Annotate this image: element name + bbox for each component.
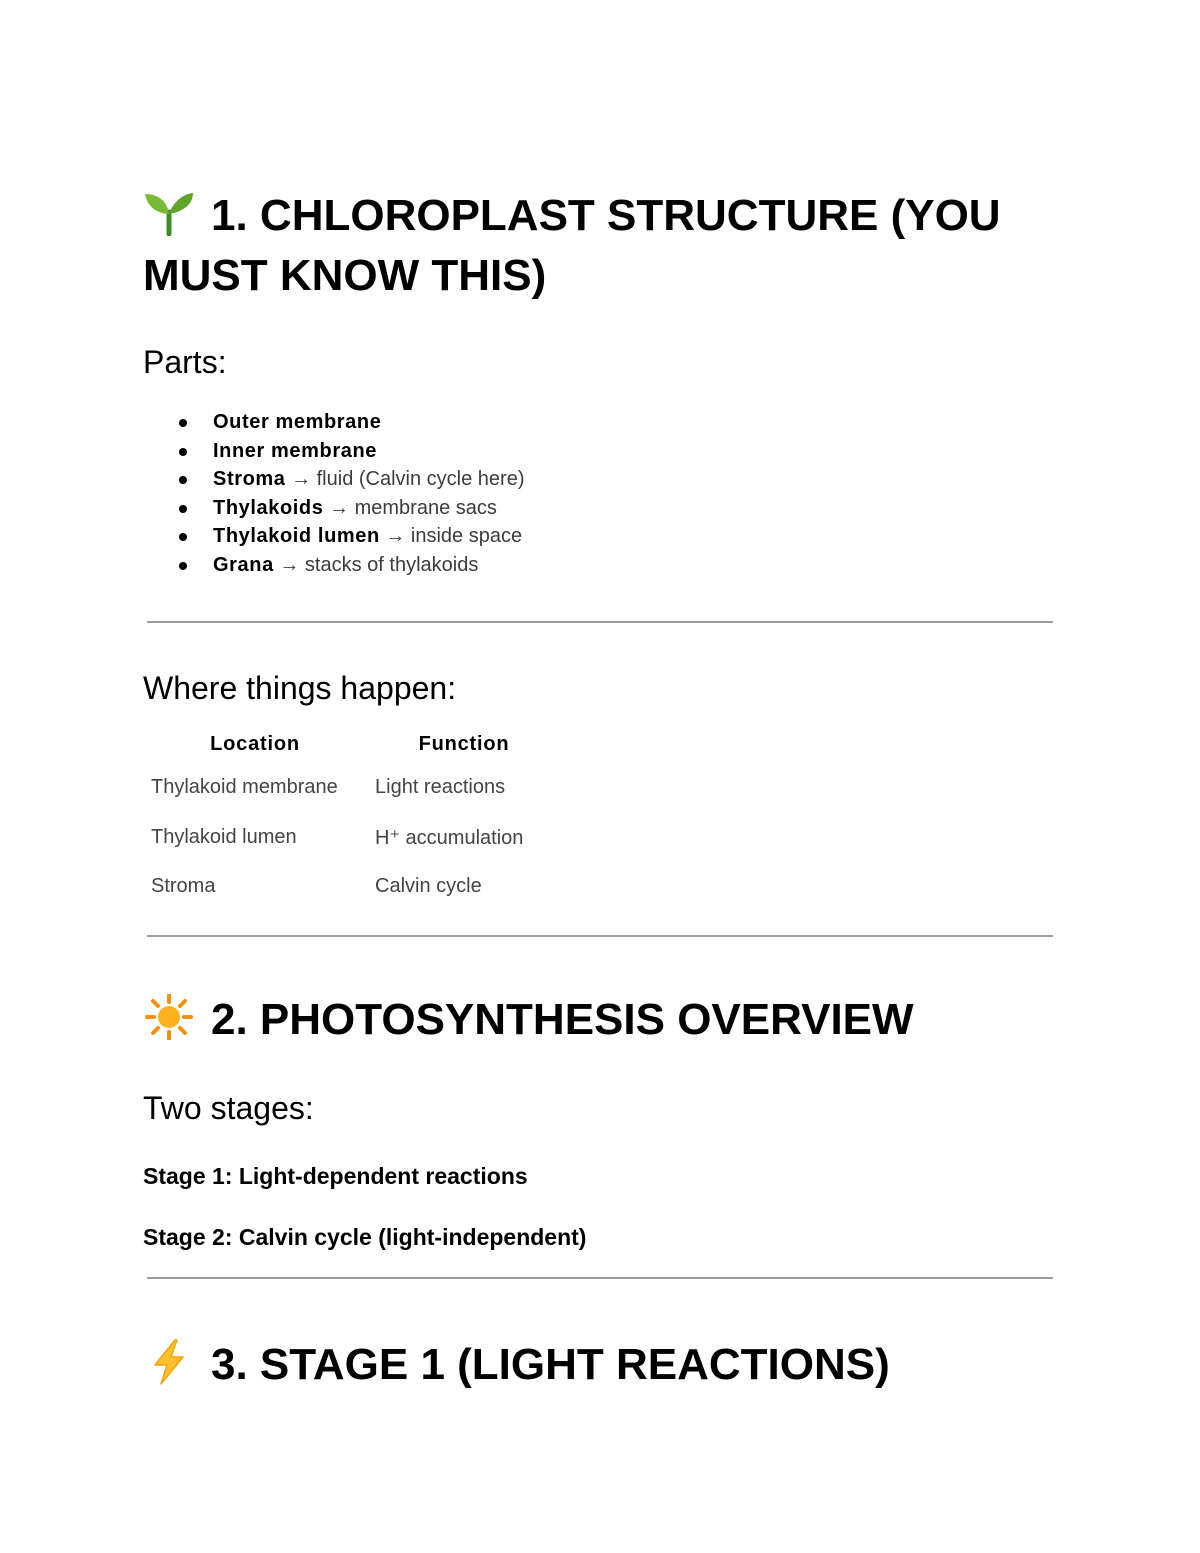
table-header-function: Function bbox=[418, 732, 510, 755]
table-cell: Thylakoid lumen bbox=[151, 825, 297, 848]
table-cell: Stroma bbox=[151, 875, 216, 898]
parts-heading: Parts: bbox=[143, 344, 227, 380]
stages-heading: Two stages: bbox=[143, 1090, 314, 1126]
list-item: Thylakoids → membrane sacs bbox=[143, 494, 524, 523]
section-3-heading bbox=[143, 1335, 1073, 1395]
stage-2-label: Stage 2: Calvin cycle (light-independent) bbox=[143, 1224, 587, 1250]
section-2-heading bbox=[143, 990, 1073, 1050]
list-item: Grana → stacks of thylakoids bbox=[143, 551, 524, 580]
bullet-icon bbox=[179, 476, 187, 484]
table-header-location: Location bbox=[210, 732, 300, 755]
list-item: Stroma → fluid (Calvin cycle here) bbox=[143, 465, 524, 494]
bullet-icon bbox=[179, 419, 187, 427]
sun-icon bbox=[143, 994, 195, 1040]
table-cell: Calvin cycle bbox=[375, 875, 482, 898]
table-header-row bbox=[143, 725, 561, 763]
seedling-icon bbox=[143, 190, 195, 236]
table-cell: H⁺ accumulation bbox=[375, 826, 524, 849]
table-row bbox=[143, 862, 561, 912]
bullet-icon bbox=[179, 562, 187, 570]
list-item: Thylakoid lumen → inside space bbox=[143, 522, 524, 551]
table-row bbox=[143, 813, 561, 863]
list-item: Outer membrane bbox=[143, 408, 524, 437]
horizontal-divider bbox=[147, 1277, 1053, 1279]
table-cell: Thylakoid membrane bbox=[151, 776, 338, 799]
stage-1-label: Stage 1: Light-dependent reactions bbox=[143, 1163, 528, 1189]
list-item: Inner membrane bbox=[143, 437, 524, 466]
table-cell: Light reactions bbox=[375, 776, 506, 799]
table-row bbox=[143, 763, 561, 813]
lightning-icon bbox=[143, 1339, 195, 1385]
bullet-icon bbox=[179, 533, 187, 541]
horizontal-divider bbox=[147, 621, 1053, 623]
horizontal-divider bbox=[147, 935, 1053, 937]
bullet-icon bbox=[179, 448, 187, 456]
section-1-heading bbox=[143, 186, 1073, 306]
bullet-icon bbox=[179, 505, 187, 513]
parts-list bbox=[143, 408, 524, 580]
where-heading: Where things happen: bbox=[143, 670, 457, 706]
section-1-title: 1. CHLOROPLAST STRUCTURE (YOU MUST KNOW THIS) bbox=[143, 191, 1001, 300]
location-function-table bbox=[143, 725, 561, 912]
section-3-title: 3. STAGE 1 (LIGHT REACTIONS) bbox=[211, 1340, 890, 1389]
section-2-title: 2. PHOTOSYNTHESIS OVERVIEW bbox=[211, 995, 914, 1044]
